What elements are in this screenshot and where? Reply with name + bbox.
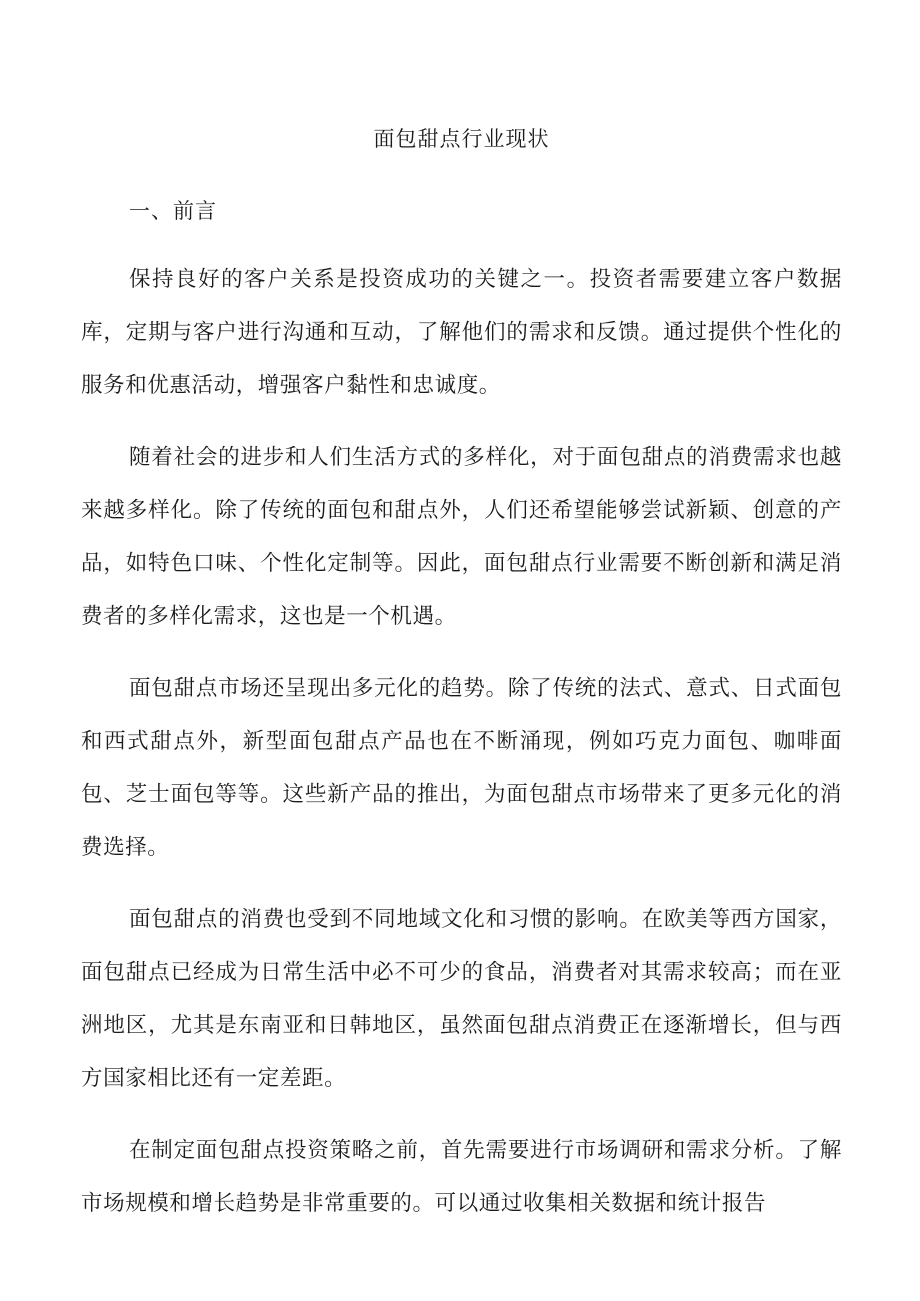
paragraph: 面包甜点市场还呈现出多元化的趋势。除了传统的法式、意式、日式面包和西式甜点外，新型面包甜点产品也在不断涌现，例如巧克力面包、咖啡面包、芝士面包等等。这些新产品的推出，为面包甜点市场带来了更多元化的消费选择。 (81, 676, 842, 860)
document-title: 面包甜点行业现状 (373, 127, 550, 151)
paragraph: 保持良好的客户关系是投资成功的关键之一。投资者需要建立客户数据库，定期与客户进行沟通和互动，了解他们的需求和反馈。通过提供个性化的服务和优惠活动，增强客户黏性和忠诚度。 (81, 267, 842, 398)
paragraph: 在制定面包甜点投资策略之前，首先需要进行市场调研和需求分析。了解市场规模和增长趋势是非常重要的。可以通过收集相关数据和统计报告 (81, 1138, 842, 1216)
section-heading: 一、前言 (129, 199, 217, 223)
paragraph: 面包甜点的消费也受到不同地域文化和习惯的影响。在欧美等西方国家，面包甜点已经成为日常生活中必不可少的食品，消费者对其需求较高；而在亚洲地区，尤其是东南亚和日韩地区，虽然面包甜点消费正在逐渐增长，但与西方国家相比还有一定差距。 (81, 907, 842, 1091)
paragraph: 随着社会的进步和人们生活方式的多样化，对于面包甜点的消费需求也越来越多样化。除了传统的面包和甜点外，人们还希望能够尝试新颖、创意的产品，如特色口味、个性化定制等。因此，面包甜点行业需要不断创新和满足消费者的多样化需求，这也是一个机遇。 (81, 445, 842, 629)
